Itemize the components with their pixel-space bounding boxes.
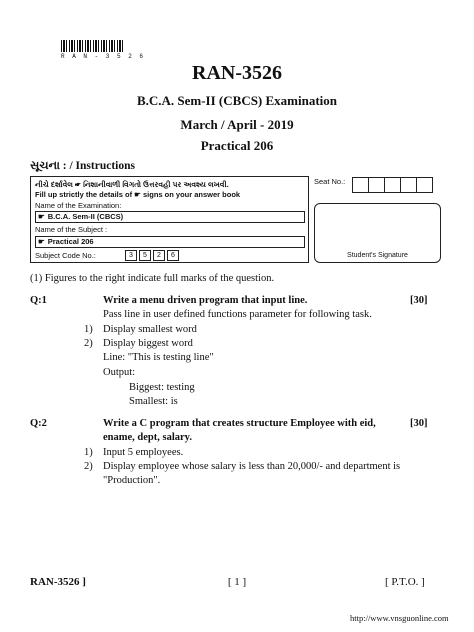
website-url[interactable]: http://www.vnsguonline.com xyxy=(350,613,449,623)
signature-box xyxy=(314,203,441,263)
q1-output-biggest: Biggest: testing xyxy=(129,382,195,393)
exam-name-field xyxy=(35,211,305,223)
seat-number-box xyxy=(400,177,417,193)
barcode xyxy=(61,40,125,52)
seat-number-box xyxy=(368,177,385,193)
q2-title-line1: Write a C program that creates structure Employee with eid, xyxy=(103,418,376,429)
q2-item-text: Display employee whose salary is less than 20,000/- and department is xyxy=(103,461,401,472)
subject-code-label: Subject Code No.: xyxy=(35,251,96,260)
q1-line-example: Line: "This is testing line" xyxy=(103,352,214,363)
q1-title: Write a menu driven program that input line. xyxy=(103,295,308,306)
seat-number-label: Seat No.: xyxy=(314,177,346,186)
exam-name: B.C.A. Sem-II (CBCS) Examination xyxy=(136,93,338,108)
subject-name-value: Practical 206 xyxy=(47,237,94,246)
exam-session: March / April - 2019 xyxy=(180,117,294,132)
subject-name-field xyxy=(35,236,305,248)
exam-code: RAN-3526 xyxy=(192,62,282,84)
q1-item-text: Display smallest word xyxy=(103,324,197,335)
q2-number: Q:2 xyxy=(30,418,47,429)
q2-item-number: 1) xyxy=(84,447,93,458)
marks-note: (1) Figures to the right indicate full marks of the question. xyxy=(30,273,275,284)
barcode-text: R A N - 3 5 2 6 xyxy=(61,53,146,60)
q2-title-line2: ename, dept, salary. xyxy=(103,432,192,443)
pointing-hand-icon: ☛ xyxy=(38,212,45,221)
q2-item-text: Input 5 employees. xyxy=(103,447,184,458)
instruction-box xyxy=(30,176,309,263)
q1-description: Pass line in user defined functions parameter for following task. xyxy=(103,309,372,320)
subject-code-digit: 2 xyxy=(153,250,165,261)
signature-label: Student's Signature xyxy=(347,252,408,259)
exam-name-value: B.C.A. Sem-II (CBCS) xyxy=(47,212,124,221)
seat-number-box xyxy=(352,177,369,193)
gujarati-instruction: નીચે દર્શાવેલ ☛ નિશાનીવાળી વિગતો ઉત્તરવહી પર અવશ્ય લખવી. xyxy=(35,180,229,189)
footer-page-number: [ 1 ] xyxy=(227,576,247,588)
seat-number-box xyxy=(416,177,433,193)
subject-name-label: Name of the Subject : xyxy=(35,225,108,234)
q1-output-label: Output: xyxy=(103,367,136,378)
paper-title: Practical 206 xyxy=(200,138,274,153)
footer-pto: [ P.T.O. ] xyxy=(385,576,425,588)
q1-marks: [30] xyxy=(410,295,428,306)
exam-name-label: Name of the Examination: xyxy=(35,201,122,210)
subject-code-digit: 3 xyxy=(125,250,137,261)
english-instruction: Fill up strictly the details of ☛ signs on your answer book xyxy=(35,190,241,199)
instructions-heading: સૂચના : / Instructions xyxy=(30,160,135,172)
q2-item-continuation: "Production". xyxy=(103,475,161,486)
q1-item-text: Display biggest word xyxy=(103,338,193,349)
seat-number-box xyxy=(384,177,401,193)
footer-exam-code: RAN-3526 ] xyxy=(30,576,86,588)
q2-marks: [30] xyxy=(410,418,428,429)
pointing-hand-icon: ☛ xyxy=(38,237,45,246)
subject-code-digit: 6 xyxy=(167,250,179,261)
q2-item-number: 2) xyxy=(84,461,93,472)
q1-item-number: 2) xyxy=(84,338,93,349)
subject-code-digit: 5 xyxy=(139,250,151,261)
q1-number: Q:1 xyxy=(30,295,47,306)
q1-output-smallest: Smallest: is xyxy=(129,396,178,407)
q1-item-number: 1) xyxy=(84,324,93,335)
